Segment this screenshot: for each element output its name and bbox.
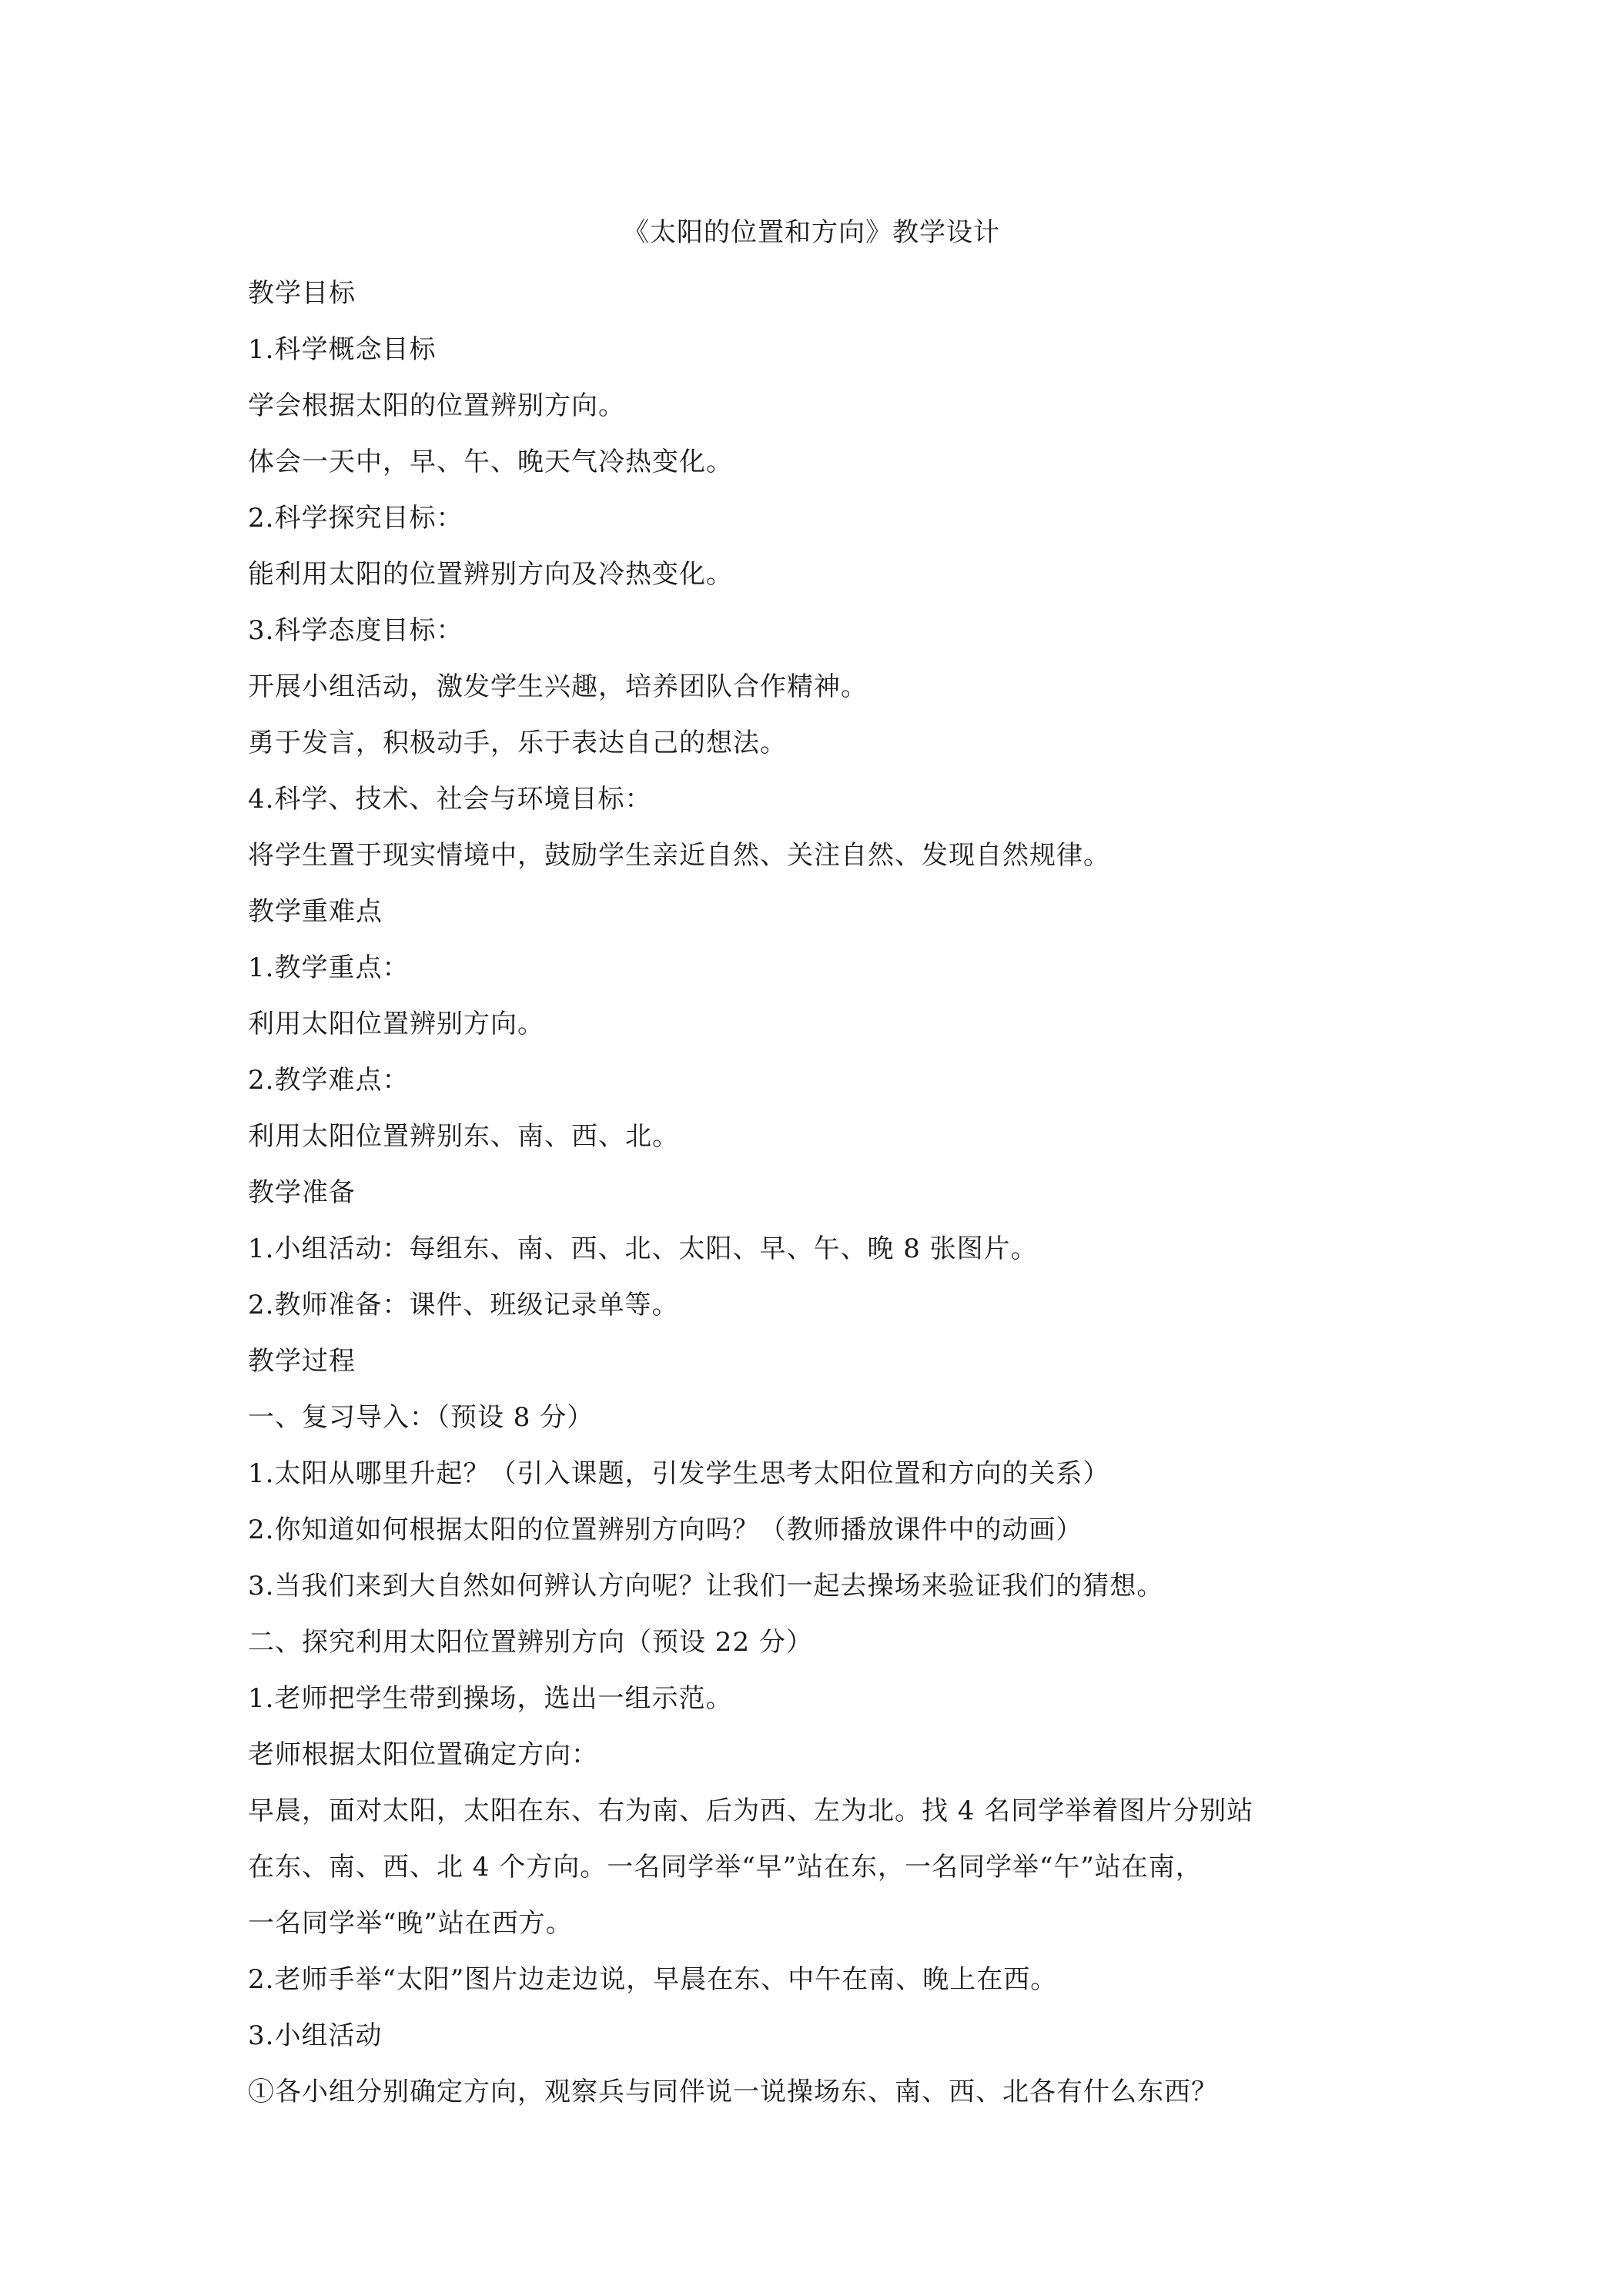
- text-line: 3.小组活动: [248, 2020, 383, 2051]
- text-line: 一、复习导入：（预设 8 分）: [248, 1402, 594, 1433]
- text-line: 利用太阳位置辨别方向。: [248, 1009, 544, 1039]
- text-line: 1.老师把学生带到操场，选出一组示范。: [248, 1683, 733, 1714]
- text-line: 教学准备: [248, 1177, 356, 1208]
- text-line: 勇于发言，积极动手，乐于表达自己的想法。: [248, 728, 787, 758]
- text-line: 教学重难点: [248, 896, 383, 927]
- text-line: 在东、南、西、北 4 个方向。一名同学举“早”站在东，一名同学举“午”站在南，: [248, 1852, 1203, 1883]
- text-line: 学会根据太阳的位置辨别方向。: [248, 390, 625, 421]
- text-line: ①各小组分别确定方向，观察兵与同伴说一说操场东、南、西、北各有什么东西？: [248, 2077, 1218, 2107]
- document-body: [248, 266, 1387, 2120]
- text-line: 将学生置于现实情境中，鼓励学生亲近自然、关注自然、发现自然规律。: [248, 840, 1110, 871]
- text-line: 利用太阳位置辨别东、南、西、北。: [248, 1121, 679, 1152]
- document-title: 《太阳的位置和方向》教学设计: [623, 217, 1000, 248]
- text-line: 1.太阳从哪里升起？（引入课题，引发学生思考太阳位置和方向的关系）: [248, 1458, 1110, 1489]
- text-line: 开展小组活动，激发学生兴趣，培养团队合作精神。: [248, 671, 868, 702]
- text-line: 1.教学重点：: [248, 952, 410, 983]
- text-line: 3.科学态度目标：: [248, 615, 463, 646]
- text-line: 2.老师手举“太阳”图片边走边说，早晨在东、中午在南、晚上在西。: [248, 1964, 1058, 1995]
- text-line: 一名同学举“晚”站在西方。: [248, 1908, 573, 1939]
- text-line: 2.教师准备：课件、班级记录单等。: [248, 1290, 679, 1320]
- text-line: 体会一天中，早、午、晚天气冷热变化。: [248, 447, 733, 477]
- text-line: 二、探究利用太阳位置辨别方向（预设 22 分）: [248, 1627, 813, 1658]
- text-line: 3.当我们来到大自然如何辨认方向呢？让我们一起去操场来验证我们的猜想。: [248, 1571, 1164, 1602]
- text-line: 4.科学、技术、社会与环境目标：: [248, 784, 652, 815]
- text-line: 2.教学难点：: [248, 1065, 410, 1096]
- text-line: 2.你知道如何根据太阳的位置辨别方向吗？（教师播放课件中的动画）: [248, 1514, 1083, 1545]
- text-line: 1.科学概念目标: [248, 334, 437, 365]
- text-line: 教学目标: [248, 278, 356, 309]
- text-line: 老师根据太阳位置确定方向：: [248, 1739, 598, 1770]
- text-line: 早晨，面对太阳，太阳在东、右为南、后为西、左为北。找 4 名同学举着图片分别站: [248, 1796, 1254, 1826]
- text-line: 2.科学探究目标：: [248, 503, 463, 534]
- text-line: 能利用太阳的位置辨别方向及冷热变化。: [248, 559, 733, 590]
- text-line: 1.小组活动：每组东、南、西、北、太阳、早、午、晚 8 张图片。: [248, 1233, 1038, 1264]
- text-line: 教学过程: [248, 1346, 356, 1377]
